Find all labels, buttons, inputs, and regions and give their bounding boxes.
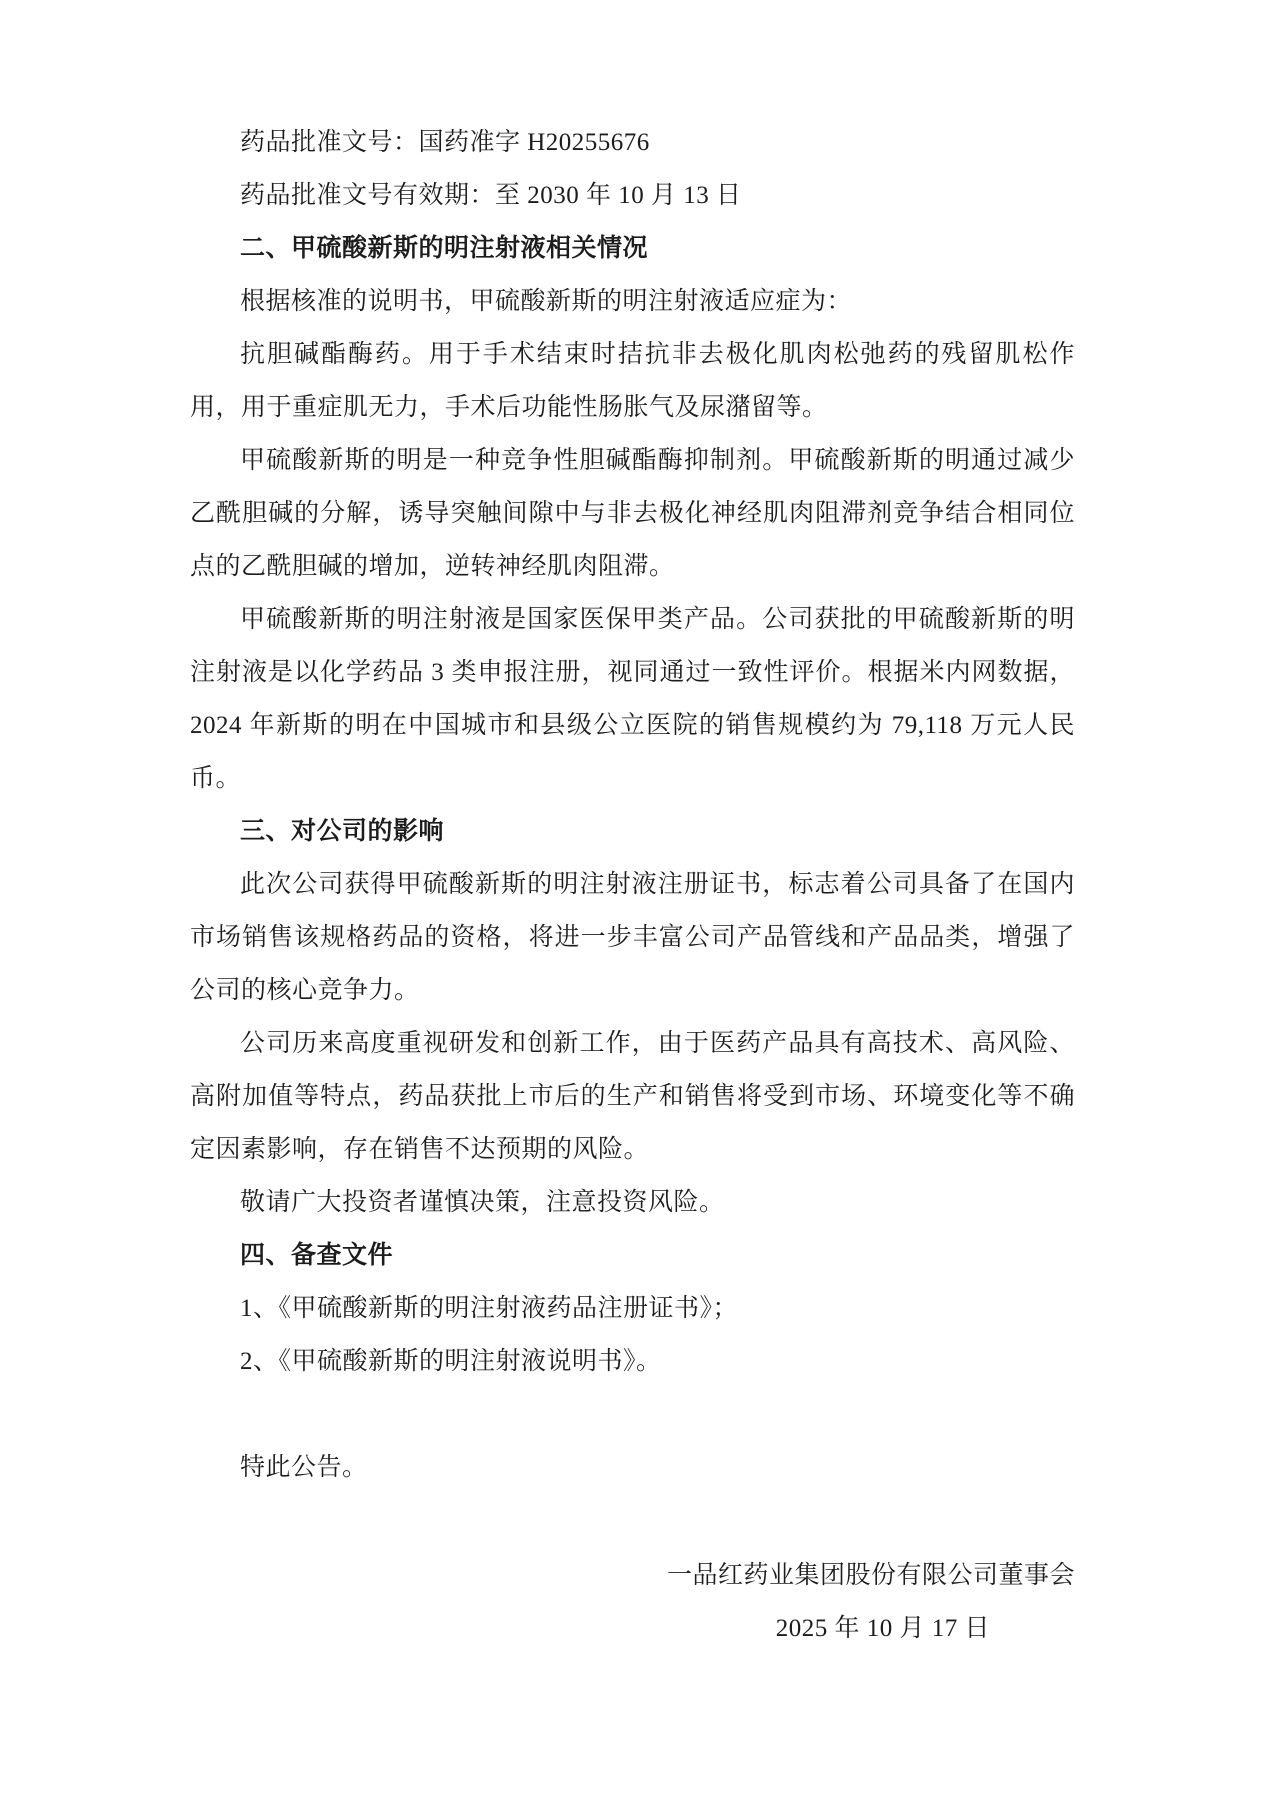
paragraph-investor-notice: 敬请广大投资者谨慎决策，注意投资风险。 [240, 1189, 725, 1216]
signature-company: 一品红药业集团股份有限公司董事会 [666, 1562, 1075, 1589]
heading-section-4: 四、备查文件 [240, 1242, 394, 1269]
paragraph-company-impact: 此次公司获得甲硫酸新斯的明注射液注册证书，标志着公司具备了在国内市场销售该规格药品的资格，将进一步丰富公司产品管线和产品品类，增强了公司的核心竞争力。 [190, 871, 1075, 1004]
closing-statement: 特此公告。 [240, 1454, 368, 1481]
paragraph-mechanism: 甲硫酸新斯的明是一种竞争性胆碱酯酶抑制剂。甲硫酸新斯的明通过减少乙酰胆碱的分解，诱导突触间隙中与非去极化神经肌肉阻滞剂竞争结合相同位点的乙酰胆碱的增加，逆转神经肌肉阻滞。 [190, 447, 1075, 580]
paragraph-indication: 抗胆碱酯酶药。用于手术结束时拮抗非去极化肌肉松弛药的残留肌松作用，用于重症肌无力，手术后功能性肠胀气及尿潴留等。 [190, 341, 1075, 421]
paragraph-indication-intro: 根据核准的说明书，甲硫酸新斯的明注射液适应症为： [240, 288, 853, 315]
heading-section-2: 二、甲硫酸新斯的明注射液相关情况 [240, 235, 649, 262]
heading-section-3: 三、对公司的影响 [240, 818, 445, 845]
paragraph-risk: 公司历来高度重视研发和创新工作，由于医药产品具有高技术、高风险、高附加值等特点，药品获批上市后的生产和销售将受到市场、环境变化等不确定因素影响，存在销售不达预期的风险。 [190, 1030, 1075, 1163]
list-item-1: 1、《甲硫酸新斯的明注射液药品注册证书》； [240, 1295, 739, 1322]
signature-date: 2025 年 10 月 17 日 [775, 1615, 990, 1642]
list-item-2: 2、《甲硫酸新斯的明注射液说明书》。 [240, 1348, 662, 1375]
line-drug-approval-number: 药品批准文号：国药准字 H20255676 [240, 129, 650, 156]
signature-block [190, 1549, 1075, 1655]
line-approval-validity: 药品批准文号有效期：至 2030 年 10 月 13 日 [240, 182, 742, 209]
paragraph-market-data: 甲硫酸新斯的明注射液是国家医保甲类产品。公司获批的甲硫酸新斯的明注射液是以化学药品 3 类申报注册，视同通过一致性评价。根据米内网数据，2024 年新斯的明在中国城市和县级公立医院的销售规模约为 79,118 万元人民币。 [190, 606, 1075, 792]
